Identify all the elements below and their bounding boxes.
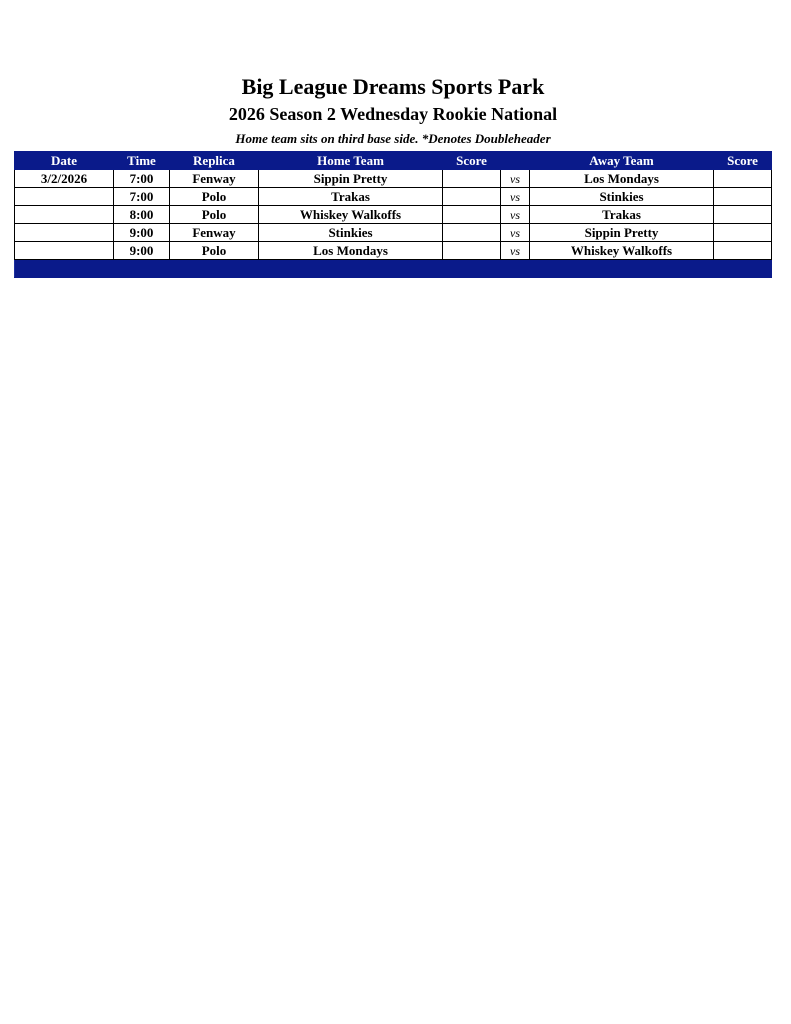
time-cell: 7:00 [114, 170, 170, 188]
away-score-cell [714, 188, 772, 206]
footer-cell [530, 260, 714, 278]
vs-cell: vs [501, 170, 530, 188]
home-score-cell [443, 242, 501, 260]
vs-cell: vs [501, 206, 530, 224]
date-cell [15, 188, 114, 206]
table-row [15, 188, 772, 206]
replica-cell: Fenway [170, 224, 259, 242]
home-team-cell: Whiskey Walkoffs [259, 206, 443, 224]
home-score-cell [443, 188, 501, 206]
column-header-home-team: Home Team [259, 152, 443, 170]
home-score-cell [443, 206, 501, 224]
time-cell: 7:00 [114, 188, 170, 206]
footer-cell [170, 260, 259, 278]
footer-cell [714, 260, 772, 278]
table-row [15, 170, 772, 188]
vs-cell: vs [501, 188, 530, 206]
away-score-cell [714, 170, 772, 188]
table-footer-bar [15, 260, 772, 278]
schedule-table [14, 151, 772, 278]
column-header-away-score: Score [714, 152, 772, 170]
column-header-home-score: Score [443, 152, 501, 170]
vs-cell: vs [501, 224, 530, 242]
replica-cell: Fenway [170, 170, 259, 188]
away-team-cell: Whiskey Walkoffs [530, 242, 714, 260]
schedule-note: Home team sits on third base side. *Denotes Doubleheader [235, 131, 551, 146]
footer-cell [259, 260, 443, 278]
footer-cell [501, 260, 530, 278]
home-score-cell [443, 224, 501, 242]
home-team-cell: Trakas [259, 188, 443, 206]
column-header-date: Date [15, 152, 114, 170]
time-cell: 8:00 [114, 206, 170, 224]
column-header-time: Time [114, 152, 170, 170]
header-row [15, 152, 772, 170]
column-header-replica: Replica [170, 152, 259, 170]
home-team-cell: Los Mondays [259, 242, 443, 260]
table-row [15, 224, 772, 242]
away-team-cell: Sippin Pretty [530, 224, 714, 242]
date-cell [15, 224, 114, 242]
home-team-cell: Sippin Pretty [259, 170, 443, 188]
footer-cell [114, 260, 170, 278]
table-row [15, 242, 772, 260]
date-cell [15, 242, 114, 260]
date-cell: 3/2/2026 [15, 170, 114, 188]
away-team-cell: Stinkies [530, 188, 714, 206]
replica-cell: Polo [170, 206, 259, 224]
away-team-cell: Trakas [530, 206, 714, 224]
footer-cell [15, 260, 114, 278]
replica-cell: Polo [170, 242, 259, 260]
away-score-cell [714, 206, 772, 224]
table-row [15, 206, 772, 224]
vs-cell: vs [501, 242, 530, 260]
time-cell: 9:00 [114, 224, 170, 242]
page-title: Big League Dreams Sports Park [241, 74, 545, 99]
time-cell: 9:00 [114, 242, 170, 260]
away-team-cell: Los Mondays [530, 170, 714, 188]
column-header-away-team: Away Team [530, 152, 714, 170]
footer-cell [443, 260, 501, 278]
schedule-subtitle: 2026 Season 2 Wednesday Rookie National [228, 104, 558, 124]
replica-cell: Polo [170, 188, 259, 206]
away-score-cell [714, 242, 772, 260]
column-header-vs [501, 152, 530, 170]
home-score-cell [443, 170, 501, 188]
home-team-cell: Stinkies [259, 224, 443, 242]
away-score-cell [714, 224, 772, 242]
date-cell [15, 206, 114, 224]
